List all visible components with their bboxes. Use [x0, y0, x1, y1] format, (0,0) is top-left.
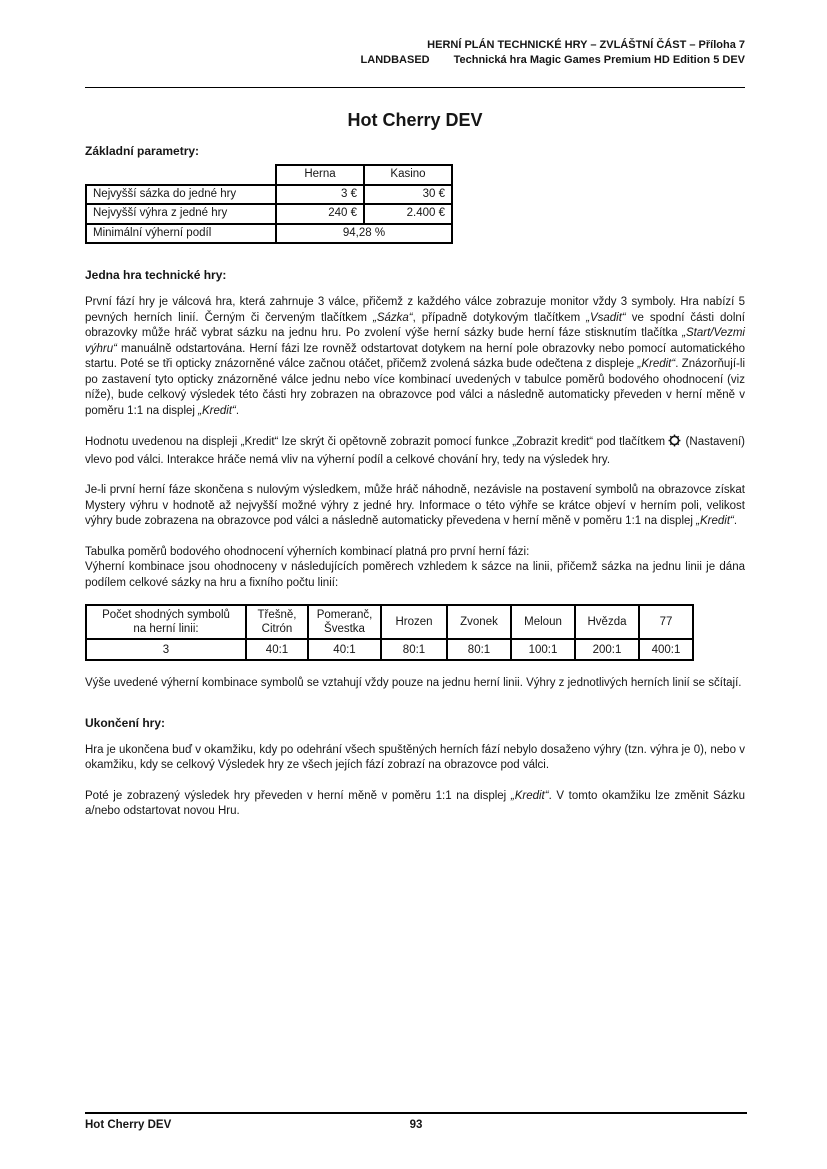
text-segment: , případně dotykovým tlačítkem	[412, 311, 587, 324]
text-segment: .	[733, 515, 738, 527]
payout-header-bell: Zvonek	[447, 605, 511, 639]
payout-cell: 100:1	[511, 639, 575, 660]
payout-table	[85, 604, 694, 661]
params-value-herna: 240 €	[276, 204, 364, 224]
paragraph-credit-display	[85, 434, 745, 468]
params-label: Minimální výherní podíl	[86, 224, 276, 244]
text-segment: „Start/Vezmi výhru“	[85, 327, 745, 355]
header-landbased-label: LANDBASED	[360, 54, 430, 66]
footer-page-number: 93	[409, 1119, 423, 1131]
paragraph-text	[85, 436, 665, 448]
payout-header-symbol-count	[86, 605, 246, 639]
payout-header-melon: Meloun	[511, 605, 575, 639]
params-header-row	[86, 165, 452, 185]
payout-header-cherry-lemon	[246, 605, 308, 639]
text-segment: . V tomto okamžiku lze změnit Sázku a/nebo odstartovat novou Hru.	[85, 789, 746, 817]
text-segment: „Kredit“	[510, 789, 549, 802]
payout-header-row	[86, 605, 693, 639]
header-line1: HERNÍ PLÁN TECHNICKÉ HRY – ZVLÁŠTNÍ ČÁST – Příloha 7	[427, 39, 745, 51]
footer-game-name: Hot Cherry DEV	[85, 1119, 172, 1131]
header-divider	[85, 87, 745, 88]
paragraph-result-transfer	[85, 789, 745, 820]
text-segment: „Kredit“	[696, 515, 734, 527]
paragraph-lines-note: Výše uvedené výherní kombinace symbolů se vztahují vždy pouze na jednu herní linii. Výhry z jednotlivých herních linií se sčítají.	[85, 677, 742, 689]
payout-header-orange-plum	[308, 605, 381, 639]
text-segment: „Sázka“	[372, 311, 413, 324]
payout-cell: 80:1	[447, 639, 511, 660]
text-segment: Hodnotu uvedenou na displeji „Kredit“ lze skrýt či opětovně zobrazit pomocí funkce „Zobrazit kredit“ pod tlačítkem	[85, 436, 666, 448]
header-line2	[85, 53, 745, 68]
params-col-herna: Herna	[276, 165, 364, 185]
text-segment: Je-li první herní fáze skončena s nulovým výsledkem, může hráč náhodně, nezávisle na postavení symbolů na obrazovce získat Mystery výhru v hodnotě až nejvyšší možné výhry z jedné hry. Informace o této výhře se krátce objeví v herním poli, velikost výhry bude zobrazena na obrazovce pod válci a následně automaticky převedena v herní měně v poměru 1:1 na displej	[85, 484, 745, 527]
params-value-merged: 94,28 %	[276, 224, 452, 244]
params-value-kasino: 30 €	[364, 185, 452, 205]
payout-cell: 80:1	[381, 639, 447, 660]
text-segment: „Kredit“	[637, 358, 676, 370]
params-empty-cell	[86, 165, 276, 185]
params-row-max-win	[86, 204, 452, 224]
payout-header-line: Pomeranč,	[316, 609, 373, 621]
page-title: Hot Cherry DEV	[347, 110, 483, 130]
payout-cell: 40:1	[308, 639, 381, 660]
text-segment: . Znázorňují-li po zastavení tyto opticky znázorněné válce jednu nebo více kombinací uvedených v tabulce poměrů bodového ohodnocení (viz níže), bude celkový výsledek této části hry zobrazen na obrazovce pod válci a následně automaticky převeden v herní měně v poměru 1:1 na displej	[85, 358, 745, 417]
payout-header-line: Třešně,	[257, 609, 297, 621]
payout-header-grape: Hrozen	[381, 605, 447, 639]
paragraph-mystery-win	[85, 483, 745, 530]
payout-header-line: Švestka	[324, 623, 365, 635]
params-label: Nejvyšší sázka do jedné hry	[86, 185, 276, 205]
payout-value-row	[86, 639, 693, 660]
text-segment: První fází hry je válcová hra, která zahrnuje 3 válce, přičemž z každého válce zobrazuje monitor vždy 3 symboly. Hra nabízí 5 pevných herních linií. Černým či červeným tlačítkem	[85, 296, 745, 324]
paragraph-table-intro-detail: Výherní kombinace jsou ohodnoceny v následujících poměrech vzhledem k sázce na linii, přičemž sázka na jednu linii je dána podílem celkové sázky na hru a fixního počtu linií:	[85, 561, 745, 589]
params-value-kasino: 2.400 €	[364, 204, 452, 224]
payout-header-77: 77	[639, 605, 693, 639]
page-footer	[85, 1112, 747, 1134]
text-segment: „Vsadit“	[586, 311, 626, 324]
payout-header-line: na herní linii:	[133, 623, 199, 635]
text-segment: .	[235, 404, 240, 417]
params-label: Nejvyšší výhra z jedné hry	[86, 204, 276, 224]
params-table	[85, 164, 453, 244]
params-heading: Základní parametry:	[85, 144, 200, 158]
page-header	[85, 38, 745, 68]
gear-icon	[668, 434, 681, 453]
payout-header-star: Hvězda	[575, 605, 639, 639]
text-segment: manuálně odstartována. Herní fázi lze rovněž odstartovat dotykem na herní pole obrazovky nebo pomocí automatického startu. Poté se tři opticky znázorněné válce začnou otáčet, přičemž zvolená sázka bude odečtena z displeje	[85, 342, 745, 370]
payout-cell: 400:1	[639, 639, 693, 660]
header-subtitle: Technická hra Magic Games Premium HD Edition 5 DEV	[453, 54, 745, 66]
text-segment: „Kredit“	[198, 404, 236, 417]
payout-cell-count: 3	[86, 639, 246, 660]
params-value-herna: 3 €	[276, 185, 364, 205]
paragraph-game-end: Hra je ukončena buď v okamžiku, kdy po odehrání všech spuštěných herních fází nebylo dosaženo výhry (tzn. výhra je 0), nebo v okamžiku, kdy se celkový Výsledek hry ze všech jejích fází zobrazí na obrazovce pod válci.	[85, 743, 745, 771]
text-segment: Poté je zobrazený výsledek hry převeden v herní měně v poměru 1:1 na displej	[85, 789, 511, 802]
text-segment: (Nastavení) vlevo pod válci. Interakce hráče nemá vliv na výherní podíl a celkové chování hry, tedy na výsledek hry.	[85, 436, 745, 466]
payout-cell: 40:1	[246, 639, 308, 660]
params-row-min-payout	[86, 224, 452, 244]
paragraph-table-intro-title: Tabulka poměrů bodového ohodnocení výherních kombinací platná pro první herní fázi:	[85, 545, 530, 558]
section1-heading: Jedna hra technické hry:	[85, 268, 227, 282]
payout-header-line: Citrón	[261, 623, 293, 635]
text-segment: ve spodní části dolní obrazovky může hráč vybrat sázku na jednu hru. Po zvolení výše herní sázky bude herní fáze stisknutím tlačítka	[85, 311, 745, 339]
paragraph-game-phase	[85, 295, 745, 419]
payout-header-line: Počet shodných symbolů	[102, 609, 230, 621]
payout-cell: 200:1	[575, 639, 639, 660]
params-row-max-bet	[86, 185, 452, 205]
params-col-kasino: Kasino	[364, 165, 452, 185]
section2-heading: Ukončení hry:	[85, 715, 166, 730]
